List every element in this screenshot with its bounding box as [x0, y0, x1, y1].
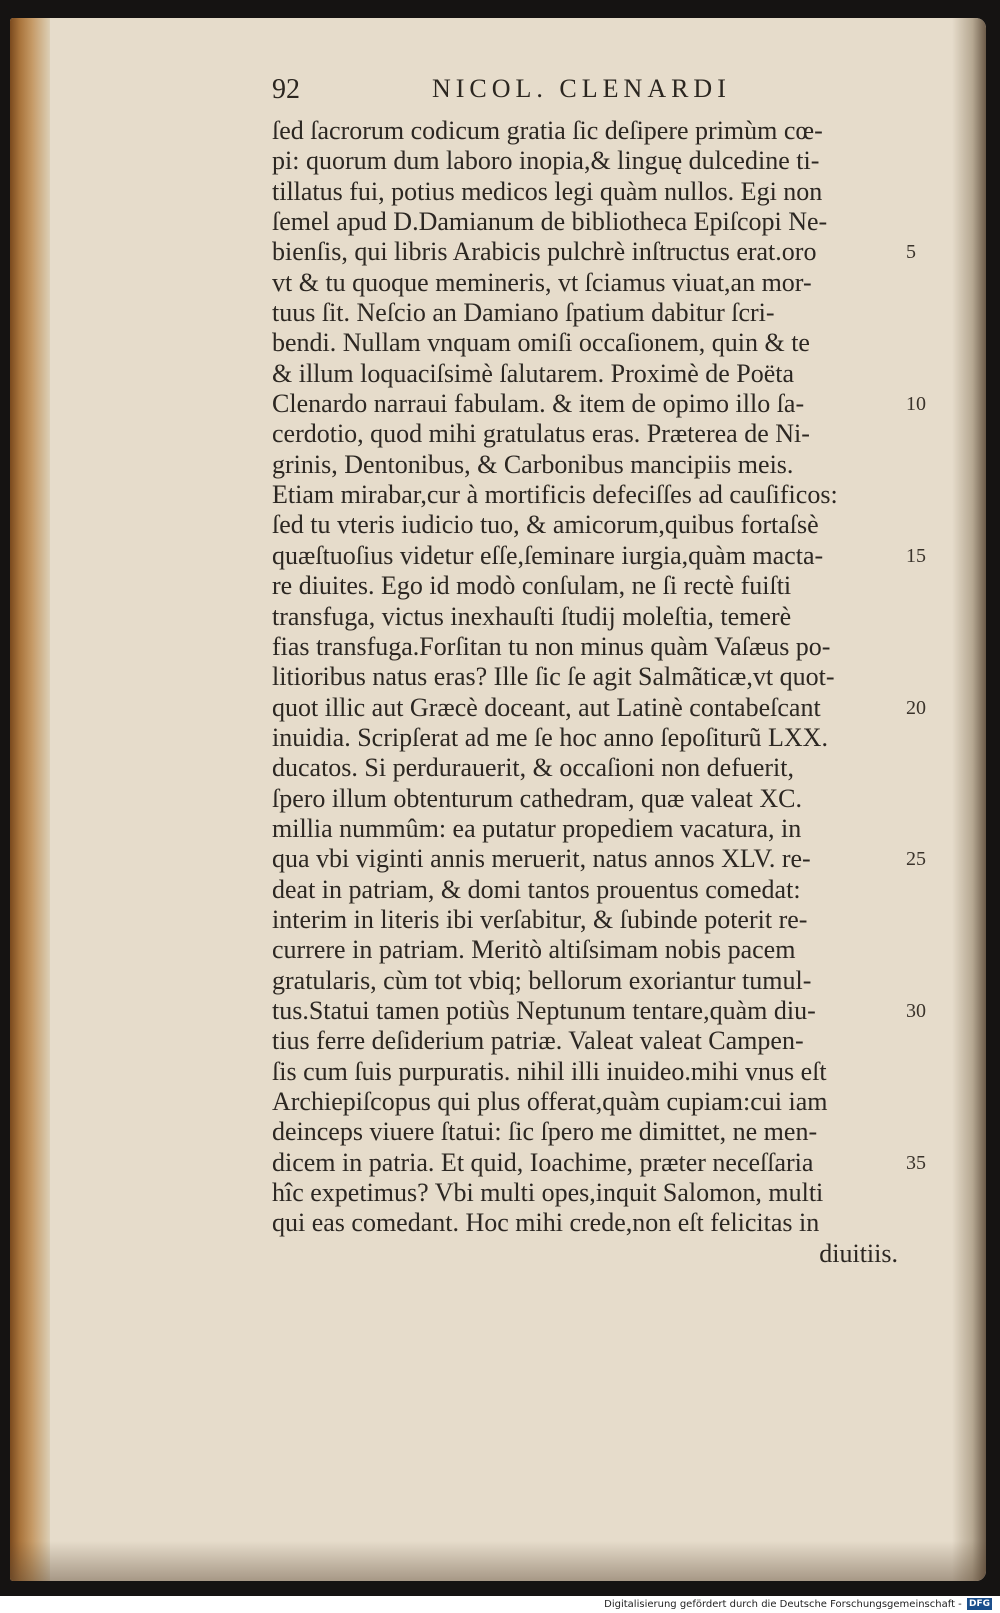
marginal-line-number: 10 — [906, 393, 926, 416]
text-line: Clenardo narraui fabulam. & item de opimo illo ſa- 10 — [272, 389, 926, 419]
text-line: diuitiis. — [819, 1238, 898, 1268]
text-line: ducatos. Si perdurauerit, & occaſioni non defuerit, — [272, 753, 795, 783]
text-line: deinceps viuere ſtatui: ſic ſpero me dimittet, ne men- — [272, 1117, 818, 1147]
text-line: ſed ſacrorum codicum gratia ſic deſipere primùm cœ- — [272, 116, 823, 145]
text-line: litioribus natus eras? Ille ſic ſe agit Salmãticæ,vt quot- — [272, 662, 835, 692]
text-line: tius ferre deſiderium patriæ. Valeat valeat Campen- — [272, 1026, 804, 1056]
footer-credit — [604, 1598, 992, 1612]
text-line: millia nummûm: ea putatur propediem vacatura, in — [272, 813, 802, 843]
text-line: quot illic aut Græcè doceant, aut Latinè contabeſcant 20 — [272, 692, 926, 722]
text-line: deat in patriam, & domi tantos prouentus comedat: — [272, 874, 801, 904]
running-head — [272, 74, 752, 114]
marginal-line-number: 35 — [906, 1151, 926, 1174]
text-line: quæſtuoſius videtur eſſe,ſeminare iurgia,quàm macta- 15 — [272, 540, 926, 570]
text-line: ſpero illum obtenturum cathedram, quæ valeat XC. — [272, 783, 802, 813]
marginal-line-number: 15 — [906, 544, 926, 567]
page-edge-left — [10, 18, 50, 1581]
marginal-line-number: 30 — [906, 999, 926, 1022]
text-line: qui eas comedant. Hoc mihi crede,non eſt felicitas in — [272, 1208, 820, 1238]
text-line: qua vbi viginti annis meruerit, natus annos XLV. re- 25 — [272, 844, 926, 874]
text-line: transfuga, victus inexhauſti ſtudij moleſtia, temerè — [272, 601, 792, 631]
marginal-line-number: 25 — [906, 848, 926, 871]
text-line: ſemel apud D.Damianum de bibliotheca Epiſcopi Ne- — [272, 207, 828, 237]
text-line: tillatus fui, potius medicos legi quàm nullos. Egi non — [272, 176, 823, 206]
body-text — [272, 116, 932, 1269]
text-line: hîc expetimus? Vbi multi opes,inquit Salomon, multi — [272, 1178, 824, 1208]
text-line: currere in patriam. Meritò altiſsimam nobis pacem — [272, 935, 796, 965]
text-line: bendi. Nullam vnquam omiſi occaſionem, quin & te — [272, 328, 810, 358]
page-gutter-shadow — [952, 18, 986, 1581]
text-line: re diuites. Ego id modò conſulam, ne ſi rectè fuiſti — [272, 571, 792, 601]
text-line: ſis cum ſuis purpuratis. nihil illi inuideo.mihi vnus eſt — [272, 1056, 827, 1086]
text-line: dicem in patria. Et quid, Ioachime, præter neceſſaria 35 — [272, 1147, 926, 1177]
dfg-logo: DFG — [968, 1599, 990, 1609]
text-line: fias transfuga.Forſitan tu non minus quàm Vaſæus po- — [272, 631, 831, 661]
page-number: 92 — [272, 74, 300, 105]
text-line: tus.Statui tamen potiùs Neptunum tentare,quàm diu- 30 — [272, 995, 926, 1025]
text-line: pi: quorum dum laboro inopia,& linguę dulcedine ti- — [272, 146, 820, 176]
text-line: tuus ſit. Neſcio an Damiano ſpatium dabitur ſcri- — [272, 298, 775, 328]
marginal-line-number: 5 — [906, 241, 916, 264]
text-line: Etiam mirabar,cur à mortificis defeciſſes ad cauſificos: — [272, 480, 838, 510]
text-line: Archiepiſcopus qui plus offerat,quàm cupiam:cui iam — [272, 1087, 828, 1116]
text-line: ſed tu vteris iudicio tuo, & amicorum,quibus fortaſsè — [272, 510, 819, 540]
footer-credit-text: Digitalisierung gefördert durch die Deutsche Forschungsgemeinschaft - — [604, 1599, 962, 1610]
text-line: cerdotio, quod mihi gratulatus eras. Præterea de Ni- — [272, 419, 810, 449]
text-line: vt & tu quoque memineris, vt ſciamus viuat,an mor- — [272, 267, 812, 297]
marginal-line-number: 20 — [906, 696, 926, 719]
page-bottom-shadow — [10, 1541, 986, 1581]
text-line: interim in literis ibi verſabitur, & ſubinde poterit re- — [272, 904, 808, 934]
text-line: gratularis, cùm tot vbiq; bellorum exoriantur tumul- — [272, 965, 812, 995]
text-line: bienſis, qui libris Arabicis pulchrè inſtructus erat.oro 5 — [272, 237, 916, 267]
text-line: grinis, Dentonibus, & Carbonibus mancipiis meis. — [272, 449, 794, 479]
text-line: & illum loquaciſsimè ſalutarem. Proximè de Poëta — [272, 358, 795, 388]
running-title: NICOL. CLENARDI — [432, 74, 731, 103]
text-line: inuidia. Scripſerat ad me ſe hoc anno ſepoſiturũ LXX. — [272, 722, 828, 752]
